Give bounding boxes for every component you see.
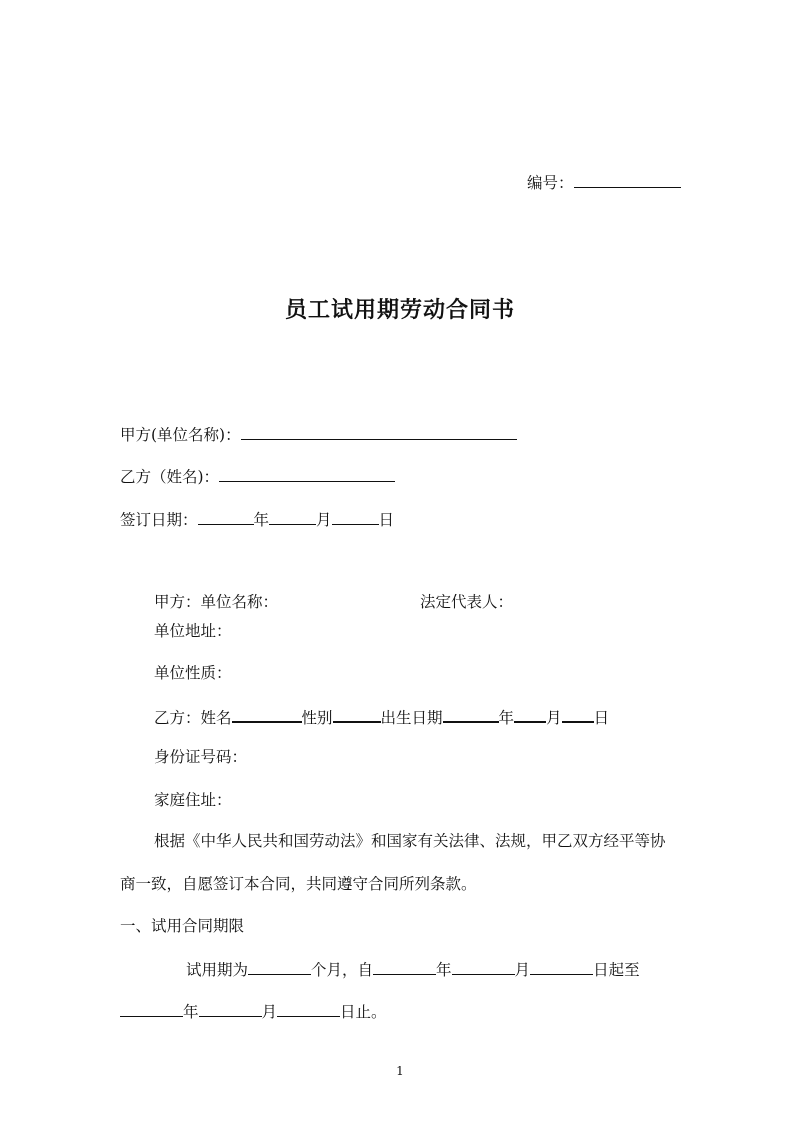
cover-day-blank (332, 508, 379, 525)
probation-from-label: 个月，自 (311, 961, 374, 979)
end-year-label: 年 (183, 1003, 199, 1021)
party-b-id-label: 身份证号码： (154, 748, 248, 766)
party-b-name-label: 乙方：姓名 (154, 709, 232, 727)
party-a-nature-row (154, 663, 232, 683)
start-day-to-label: 日起至 (593, 961, 640, 979)
end-day-blank (277, 1000, 340, 1017)
party-b-birth-label: 出生日期 (380, 709, 443, 727)
section-1-heading: 一、试用合同期限 (120, 917, 245, 935)
end-month-blank (199, 1000, 262, 1017)
cover-sign-date-label: 签订日期： (120, 511, 198, 529)
start-month-label: 月 (514, 961, 531, 979)
probation-length-label: 试用期为 (186, 961, 249, 979)
contract-number-label: 编号： (527, 174, 574, 192)
probation-months-blank (248, 958, 311, 975)
cover-year-blank (198, 508, 254, 525)
cover-party-b-row (120, 465, 395, 487)
party-a-nature-label: 单位性质： (154, 664, 232, 682)
party-b-id-row (154, 747, 247, 767)
party-b-birth-day-blank (562, 705, 594, 723)
preamble-line-1: 根据《中华人民共和国劳动法》和国家有关法律、法规，甲乙双方经平等协 (154, 832, 666, 850)
party-b-name-blank (232, 705, 302, 723)
document-title: 员工试用期劳动合同书 (284, 297, 515, 323)
cover-party-a-blank (241, 423, 517, 440)
cover-party-b-label: 乙方（姓名)： (120, 468, 220, 486)
end-day-label: 日止。 (340, 1003, 387, 1021)
section-1-paragraph-line-1 (186, 958, 640, 980)
start-day-blank (530, 958, 593, 975)
party-a-legal-rep-row (420, 592, 513, 612)
party-a-unit-name-label: 甲方：单位名称： (154, 593, 279, 611)
party-a-legal-rep-label: 法定代表人： (420, 593, 514, 611)
party-b-gender-label: 性别 (301, 709, 333, 727)
party-b-home-row (154, 790, 232, 810)
party-b-birth-year-label: 年 (498, 709, 515, 727)
party-b-gender-blank (333, 705, 381, 723)
cover-party-a-label: 甲方(单位名称)： (120, 426, 241, 444)
contract-number-row (527, 171, 681, 193)
party-b-info-row (154, 705, 609, 728)
contract-number-blank (574, 171, 681, 188)
end-year-blank (120, 1000, 183, 1017)
preamble-line-2: 商一致，自愿签订本合同，共同遵守合同所列条款。 (120, 875, 477, 893)
cover-party-b-blank (219, 465, 395, 482)
cover-month-blank (269, 508, 316, 525)
cover-month-label: 月 (316, 511, 332, 529)
start-year-label: 年 (436, 961, 452, 979)
cover-sign-date-row (120, 508, 394, 530)
party-a-address-label: 单位地址： (154, 622, 232, 640)
party-a-unit-name-row (154, 592, 278, 612)
page-number: 1 (396, 1064, 404, 1078)
start-month-blank (452, 958, 515, 975)
party-b-birth-month-blank (514, 705, 546, 723)
party-a-address-row (154, 621, 232, 641)
party-b-birth-month-label: 月 (546, 709, 562, 727)
start-year-blank (373, 958, 436, 975)
party-b-home-label: 家庭住址： (154, 791, 232, 809)
cover-party-a-row (120, 423, 517, 445)
party-b-birth-day-label: 日 (593, 709, 610, 727)
party-b-birth-year-blank (443, 705, 499, 723)
cover-day-label: 日 (378, 511, 395, 529)
end-month-label: 月 (261, 1003, 278, 1021)
section-1-paragraph-line-2 (120, 1000, 387, 1022)
cover-year-label: 年 (253, 511, 270, 529)
